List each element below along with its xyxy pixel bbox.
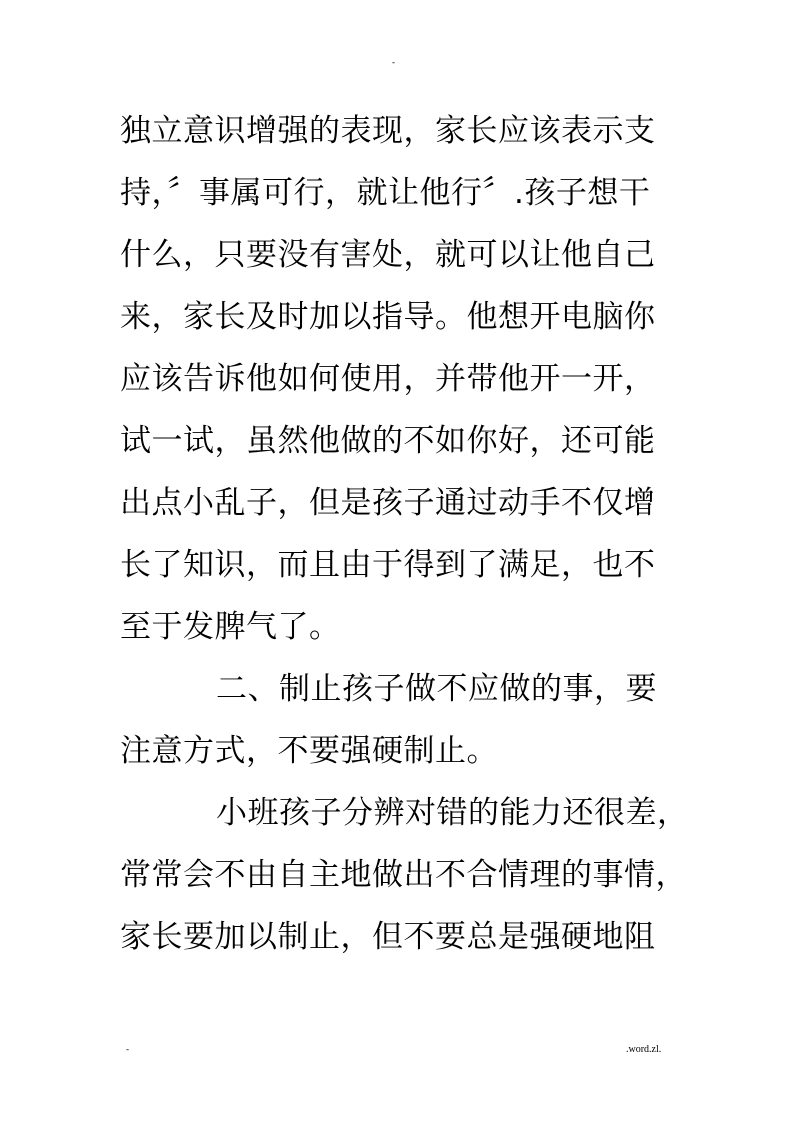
document-body [120,100,689,968]
header-mark: - [392,57,395,67]
footer-left-mark: - [126,1044,129,1054]
text-line: 出点小乱子，但是孩子通过动手不仅增 [120,485,656,521]
text-line: 持，〞事属可行，就让他行〞.孩子想干 [120,175,651,211]
paragraph-start-line: 小班孩子分辨对错的能力还很差， [216,795,689,831]
text-line: 试一试，虽然他做的不如你好，还可能 [120,423,656,459]
text-line: 常常会不由自主地做出不合情理的事情， [120,857,687,893]
section-heading-line: 注意方式，不要强硬制止。 [120,733,498,769]
text-line: 至于发脾气了。 [120,609,341,645]
footer-right-mark: .word.zl. [626,1044,662,1055]
text-line: 来，家长及时加以指导。他想开电脑你 [120,299,656,335]
text-line: 独立意识增强的表现，家长应该表示支 [120,113,656,149]
text-line: 长了知识，而且由于得到了满足，也不 [120,547,656,583]
text-line: 什么，只要没有害处，就可以让他自己 [120,237,656,273]
section-heading-line: 二、制止孩子做不应做的事，要 [216,671,657,707]
text-line: 家长要加以制止，但不要总是强硬地阻 [120,919,656,955]
text-line: 应该告诉他如何使用，并带他开一开， [120,361,656,397]
